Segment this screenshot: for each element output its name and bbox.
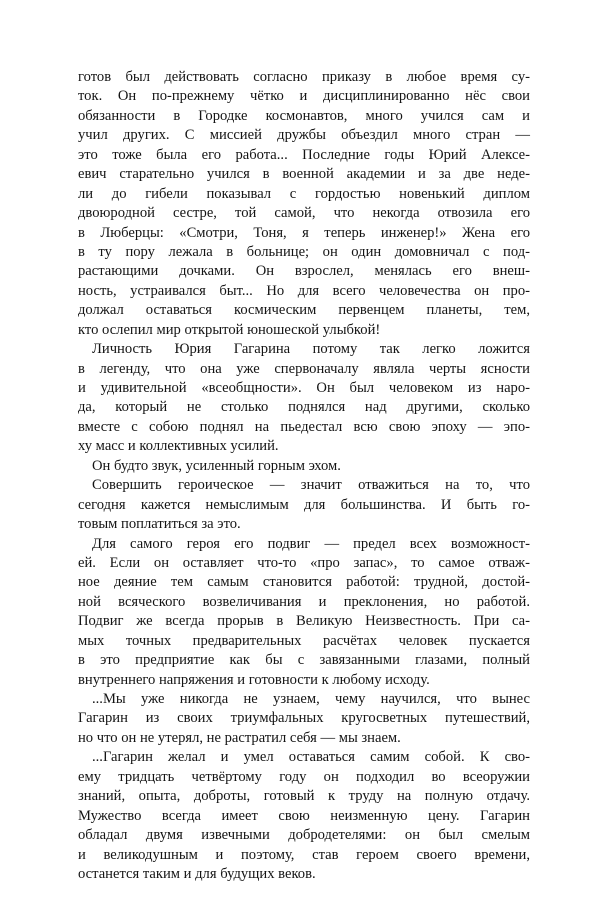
text-line: да, который не столько поднялся над другими, сколько [78,399,530,416]
text-line: и удивительной «всеобщности». Он был человеком из наро- [78,380,530,396]
paragraph-7 [78,748,530,884]
text-line: ему тридцать четвёртому году он подходил во всеоружии [78,768,530,785]
paragraph-3 [78,457,530,476]
text-line: это тоже была его работа... Последние годы Юрий Алексе- [78,146,530,163]
book-page [78,68,530,884]
text-line: кто ослепил мир открытой юношеской улыбкой! [78,321,381,338]
text-line: евич старательно учился в военной академии и за две неде- [78,166,530,183]
text-line: Подвиг же всегда прорыв в Великую Неизвестность. При са- [78,613,530,630]
paragraph-4 [78,476,530,534]
text-line: растающими дочками. Он взрослел, менялась его внеш- [78,263,530,280]
paragraph-1 [78,68,530,340]
paragraph-6 [78,690,530,748]
text-line: в это предприятие как бы с завязанными глазами, полный [78,652,530,669]
text-line: ...Гагарин желал и умел оставаться самим собой. К сво- [92,749,530,766]
text-line: Личность Юрия Гагарина потому так легко ложится [92,341,530,358]
paragraph-2 [78,340,530,457]
text-line: знаний, опыта, доброты, готовый к труду на полную отдачу. [78,788,530,805]
text-line: должал оставаться космическим первенцем планеты, тем, [78,302,530,319]
text-line: ной всяческого возвеличивания и преклонения, но работой. [78,593,530,610]
text-line: товым поплатиться за это. [78,516,241,533]
text-line: ность, устраивался быт... Но для всего человечества он про- [78,282,530,299]
text-line: но что он не утерял, не растратил себя — мы знаем. [78,729,401,746]
text-line: сегодня кажется немыслимым для большинства. И быть го- [78,496,530,513]
text-line: ток. Он по-прежнему чётко и дисциплинированно нёс свои [78,88,530,105]
text-line: ли до гибели показывал с гордостью новенький диплом [78,185,530,202]
text-line: мых точных предварительных расчётах человек пускается [78,632,530,649]
text-line: обязанности в Городке космонавтов, много учился сам и [78,107,530,124]
text-line: обладал двумя извечными добродетелями: он был смелым [78,827,530,844]
text-line: ей. Если он оставляет что-то «про запас», то самое отваж- [78,554,530,571]
text-line: Совершить героическое — значит отважиться на то, что [92,477,530,494]
text-line: останется таким и для будущих веков. [78,865,316,882]
text-line: ное деяние тем самым становится работой: трудной, достой- [78,574,530,591]
paragraph-5 [78,535,530,691]
text-line: внутреннего напряжения и готовности к любому исходу. [78,671,430,688]
text-line: Гагарин из своих триумфальных кругосветных путешествий, [78,710,530,727]
text-line: ...Мы уже никогда не узнаем, чему научился, что вынес [92,691,530,707]
text-line: вместе с собою поднял на пьедестал всю свою эпоху — эпо- [78,418,530,435]
text-line: и великодушным и поэтому, став героем своего времени, [78,846,530,863]
text-line: учил других. С миссией дружбы объездил много стран — [78,127,530,144]
text-line: в ту пору лежала в больнице; он один домовничал с под- [78,243,530,260]
text-line: в легенду, что она уже спервоначалу являла черты ясности [78,360,530,377]
text-line: Мужество всегда имеет свою неизменную цену. Гагарин [78,807,530,824]
text-line: Он будто звук, усиленный горным эхом. [92,457,341,474]
text-line: двоюродной сестре, той самой, что некогда отвозила его [78,205,530,222]
text-line: ху масс и коллективных усилий. [78,438,279,455]
text-line: готов был действовать согласно приказу в любое время су- [78,69,530,85]
text-line: Для самого героя его подвиг — предел всех возможност- [92,535,530,552]
text-line: в Люберцы: «Смотри, Тоня, я теперь инженер!» Жена его [78,224,530,241]
